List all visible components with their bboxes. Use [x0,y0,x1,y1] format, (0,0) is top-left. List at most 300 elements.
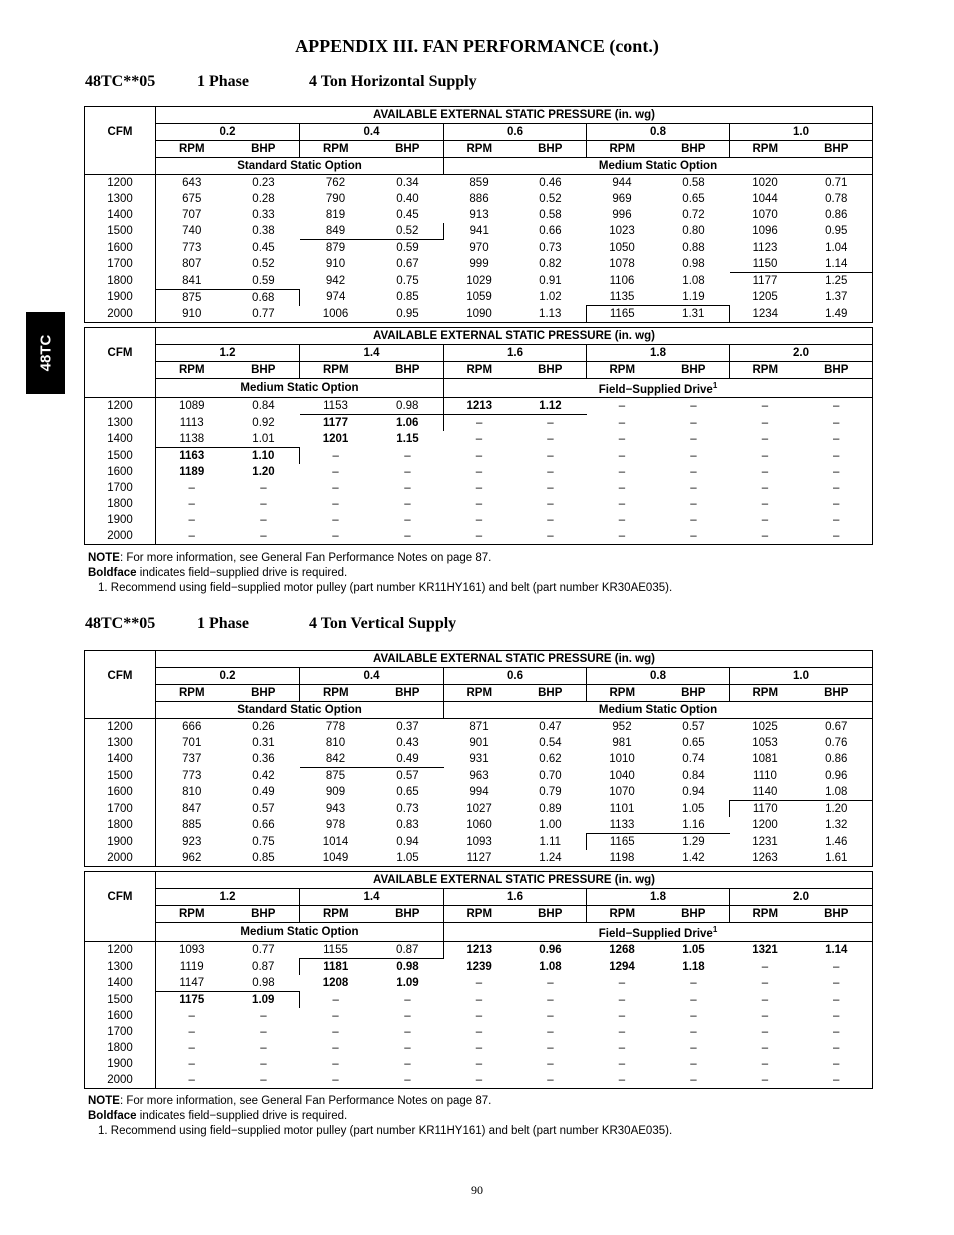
cfm-value: 1200 [85,719,156,736]
bhp-value: 0.87 [252,960,275,973]
cfm-value: 1700 [85,801,156,818]
table-row [85,256,873,273]
bhp-value: – [260,1073,267,1086]
note-line: NOTE: For more information, see General Fan Performance Notes on page 87. [88,1095,492,1107]
rpm-value: – [188,1057,195,1070]
bhp-value: – [547,481,554,494]
bhp-value: – [547,1025,554,1038]
bhp-value: 1.14 [825,258,848,270]
bhp-value: 1.10 [228,447,300,464]
bhp-value: 0.80 [682,225,705,238]
rpm-value: 879 [325,242,346,254]
cfm-value: 1200 [85,941,156,958]
pressure-value: 1.6 [444,889,587,906]
rpm-value: – [332,465,339,478]
rpm-value: – [475,449,483,462]
rpm-value: 1070 [752,209,778,221]
rpm-value: 943 [325,802,346,815]
bhp-value: – [404,481,411,494]
rpm-value: 1023 [609,225,635,238]
cfm-value: 1600 [85,464,156,480]
cfm-value: 1600 [85,784,156,801]
rpm-value: 807 [182,258,202,271]
rpm-value: 1208 [322,977,349,990]
rpm-value: 778 [325,721,346,733]
cfm-value: 2000 [85,1072,156,1089]
rpm-value: 1029 [466,274,492,287]
rpm-value: 909 [325,786,346,799]
bhp-value: 1.15 [396,433,419,446]
bhp-value: 0.40 [396,193,419,205]
rpm-header: RPM [156,906,228,923]
cfm-value: 1900 [85,834,156,851]
bhp-value: 0.91 [539,274,562,287]
cfm-value: 1400 [85,431,156,448]
page-number: 90 [471,1183,483,1197]
rpm-value: 1133 [609,819,635,831]
cfm-value: 1500 [85,447,156,464]
supply-label: 4 Ton Vertical Supply [309,615,457,632]
rpm-value: 941 [469,225,489,238]
rpm-value: – [761,481,769,494]
rpm-value: – [618,481,626,494]
table-row [85,306,873,323]
bhp-value: 1.24 [539,852,562,864]
rpm-value: – [761,1025,769,1038]
bhp-value: 0.87 [396,943,419,956]
bhp-value: 0.46 [539,177,562,189]
bhp-value: – [833,497,840,510]
rpm-value: – [761,960,769,973]
bhp-value: 0.58 [539,209,562,221]
rpm-value: 1053 [752,737,778,749]
cfm-value: 1900 [85,512,156,528]
table-row [85,175,873,192]
bhp-value: – [547,993,554,1006]
rpm-header: RPM [300,141,372,158]
table-row [85,801,873,818]
table-row [85,191,873,207]
table-row [85,784,873,801]
pressure-value: 0.6 [444,124,587,141]
rpm-value: 901 [469,737,489,749]
rpm-value: 701 [182,737,202,749]
bhp-value: 0.57 [682,721,705,733]
bhp-value: 1.12 [515,397,587,414]
bhp-header: BHP [801,141,873,158]
table-row [85,480,873,496]
fan-table-horizontal-low [84,106,873,323]
pressure-value: 0.4 [300,668,444,685]
bhp-value: 1.08 [801,784,873,801]
rpm-value: 1078 [609,258,635,271]
bhp-value: – [833,1057,840,1070]
bhp-value: 0.62 [539,753,562,766]
cfm-value: 1300 [85,958,156,975]
notes-vertical [88,1094,672,1139]
pressure-value: 1.2 [156,889,300,906]
rpm-value: 996 [612,209,632,221]
rpm-value: – [761,400,769,413]
bhp-value: – [690,1009,697,1022]
pressure-value: 1.4 [300,889,444,906]
rpm-value: 1177 [300,414,372,431]
model-number: 48TC**05 [85,73,156,90]
bhp-value: 0.98 [252,976,275,989]
bhp-value: 0.38 [252,225,275,238]
rpm-value: 740 [182,225,202,238]
rpm-value: – [761,977,769,990]
rpm-value: – [188,1025,195,1038]
bhp-header: BHP [658,685,730,702]
rpm-header: RPM [587,906,658,923]
cfm-value: 1900 [85,1056,156,1072]
rpm-value: – [761,513,769,526]
rpm-value: – [332,993,339,1006]
bhp-value: 0.45 [252,241,275,254]
rpm-value: – [761,497,769,510]
bhp-value: 0.54 [539,737,562,749]
bhp-value: 0.66 [252,819,275,832]
rpm-value: – [188,513,195,526]
rpm-value: 1231 [752,835,778,848]
rpm-value: – [188,529,195,542]
bhp-value: 0.85 [396,291,419,304]
bhp-value: – [547,1073,554,1086]
bhp-value: 1.31 [658,306,730,323]
drive-option-label: Medium Static Option [444,702,873,719]
rpm-value: – [761,1041,769,1054]
bhp-header: BHP [801,362,873,379]
pressure-value: 1.8 [587,889,730,906]
fan-table-horizontal-high [84,327,873,545]
rpm-value: – [761,529,769,542]
bhp-value: 0.26 [252,721,275,733]
bhp-header: BHP [228,141,300,158]
bhp-value: 1.05 [682,944,705,957]
boldface-line: Boldface indicates field−supplied drive is required. [88,1110,348,1122]
pressure-value: 0.8 [587,124,730,141]
bhp-value: – [404,529,411,542]
bhp-value: 1.16 [682,819,705,831]
rpm-value: – [618,529,626,542]
rpm-value: 1177 [730,273,801,290]
rpm-value: 707 [182,209,202,221]
bhp-value: – [547,497,554,510]
rpm-value: 1006 [322,307,349,320]
drive-option-label: Standard Static Option [156,702,444,719]
cfm-value: 1200 [85,175,156,192]
rpm-value: – [332,1041,339,1054]
rpm-value: 963 [469,769,489,782]
rpm-value: – [761,416,769,429]
rpm-value: – [618,1057,626,1070]
bhp-value: – [833,433,840,446]
rpm-value: 819 [325,209,346,221]
rpm-value: 1060 [466,819,492,832]
bhp-value: 1.20 [825,803,848,815]
rpm-value: 762 [325,177,346,189]
rpm-value: – [332,497,339,510]
rpm-header: RPM [730,685,801,702]
cfm-value: 1700 [85,256,156,273]
cfm-value: 2000 [85,528,156,545]
bhp-value: – [833,960,840,973]
rpm-value: 962 [182,852,202,864]
bhp-value: 0.52 [372,223,444,240]
rpm-value: 1093 [178,944,205,957]
rpm-value: – [475,433,483,446]
bhp-value: 0.31 [252,737,275,749]
table-row [85,1040,873,1056]
footnote-line: 1. Recommend using field−supplied motor pulley (part number KR11HY161) and belt (part number KR30AE035). [98,582,673,594]
rpm-value: 1213 [444,941,515,958]
rpm-value: – [475,465,483,478]
bhp-value: – [260,1009,267,1022]
bhp-value: – [404,1041,411,1054]
rpm-value: 1110 [753,769,777,782]
bhp-value: 1.09 [396,977,419,990]
bhp-value: 0.98 [396,399,419,412]
bhp-header: BHP [372,141,444,158]
bhp-value: – [833,993,840,1006]
rpm-value: 1147 [179,976,205,989]
boldface-line: Boldface indicates field−supplied drive is required. [88,567,348,579]
bhp-value: 0.98 [372,958,444,975]
bhp-value: 0.96 [825,769,848,782]
rpm-header: RPM [300,362,372,379]
rpm-header: RPM [730,141,801,158]
bhp-value: 0.77 [252,307,275,320]
section-title-horizontal [85,73,477,91]
bhp-value: 0.70 [539,769,562,782]
side-tab-label: 48TC [37,334,54,372]
bhp-value: – [833,529,840,542]
rpm-value: 1175 [156,991,228,1008]
cfm-value: 1200 [85,397,156,414]
bhp-value: 1.25 [801,273,873,290]
bhp-value: – [404,465,411,478]
table-row [85,240,873,257]
rpm-value: – [475,481,483,494]
bhp-value: 0.77 [252,944,275,957]
table-row [85,958,873,975]
rpm-value: 875 [300,768,372,785]
rpm-value: 1263 [752,852,778,864]
bhp-value: 0.57 [372,768,444,785]
rpm-value: – [475,977,483,990]
bhp-value: 0.68 [228,289,300,306]
bhp-value: 0.34 [396,177,419,189]
bhp-value: 0.86 [825,753,848,766]
rpm-value: 981 [612,737,632,749]
rpm-value: 1234 [752,307,779,320]
pressure-title: AVAILABLE EXTERNAL STATIC PRESSURE (in. wg) [156,651,873,668]
rpm-value: 1213 [444,397,515,414]
bhp-header: BHP [372,685,444,702]
bhp-header: BHP [372,362,444,379]
bhp-value: – [690,977,697,990]
rpm-value: 1040 [609,769,635,782]
page-title: APPENDIX III. FAN PERFORMANCE (cont.) [295,36,659,56]
rpm-value: – [332,1057,339,1070]
bhp-value: – [833,416,840,429]
section-title-vertical [85,615,456,633]
table-row [85,1008,873,1024]
bhp-value: 1.13 [539,307,562,320]
rpm-value: 675 [182,193,202,205]
bhp-value: – [260,1057,267,1070]
rpm-value: 1049 [322,852,349,864]
note-line: NOTE: For more information, see General Fan Performance Notes on page 87. [88,552,492,564]
rpm-value: – [618,1009,626,1022]
cfm-value: 1800 [85,1040,156,1056]
bhp-value: 1.32 [825,819,848,832]
bhp-value: 0.52 [252,258,275,271]
bhp-value: – [833,513,840,526]
rpm-value: – [475,513,483,526]
rpm-value: 841 [182,274,202,287]
rpm-value: – [332,1073,339,1086]
bhp-value: – [404,993,411,1006]
rpm-value: 913 [469,209,489,221]
bhp-value: 0.59 [252,274,275,287]
rpm-value: – [618,1025,626,1038]
rpm-value: – [332,449,339,462]
pressure-value: 1.0 [730,668,873,685]
rpm-value: – [332,529,339,542]
rpm-value: – [761,449,769,462]
supply-label: 4 Ton Horizontal Supply [309,73,477,90]
cfm-header: CFM [85,107,156,158]
bhp-value: 0.84 [682,769,705,782]
table-row [85,289,873,306]
rpm-value: – [475,529,483,542]
bhp-value: 0.72 [682,209,705,221]
rpm-value: 952 [612,721,632,733]
bhp-value: – [690,993,697,1006]
rpm-value: 1127 [466,852,492,864]
bhp-value: 0.95 [825,225,848,238]
bhp-value: 0.58 [682,177,705,189]
cfm-header: CFM [85,651,156,702]
bhp-value: 0.74 [682,753,705,766]
bhp-value: – [547,1041,554,1054]
cfm-value: 2000 [85,306,156,323]
bhp-value: 0.98 [682,258,705,271]
rpm-value: 810 [182,786,202,799]
rpm-value: 1014 [322,835,349,848]
pressure-value: 2.0 [730,889,873,906]
rpm-value: 1138 [179,432,205,445]
rpm-value: – [761,1057,769,1070]
rpm-value: 944 [612,177,632,189]
bhp-value: 1.18 [682,960,705,973]
bhp-value: 0.73 [396,802,419,815]
rpm-value: 773 [182,241,202,254]
cfm-value: 1500 [85,223,156,240]
rpm-value: 1140 [730,784,801,801]
rpm-value: 1090 [466,307,492,320]
rpm-value: 666 [182,721,202,733]
rpm-value: 1268 [609,944,635,957]
table-row [85,975,873,992]
bhp-value: 0.67 [825,721,848,733]
rpm-value: 1101 [609,802,635,815]
rpm-header: RPM [587,362,658,379]
cfm-spacer [85,379,156,398]
rpm-value: 1123 [752,241,778,254]
rpm-value: – [475,1041,483,1054]
rpm-header: RPM [444,362,515,379]
bhp-value: 0.71 [825,177,848,189]
rpm-value: 1093 [466,835,492,848]
bhp-value: 1.20 [252,465,275,478]
pressure-title: AVAILABLE EXTERNAL STATIC PRESSURE (in. wg) [156,872,873,889]
bhp-value: – [547,1057,554,1070]
rpm-value: – [761,465,769,478]
bhp-value: 1.09 [228,991,300,1008]
footnote-marker: 1 [712,925,718,934]
bhp-value: 0.75 [396,274,419,287]
drive-option-label: Medium Static Option [156,379,444,398]
rpm-value: – [475,1057,483,1070]
rpm-value: 1200 [752,819,778,832]
table-row [85,414,873,431]
bhp-value: 1.14 [825,944,848,957]
bhp-value: – [833,465,840,478]
bhp-value: – [404,1025,411,1038]
bhp-value: 1.04 [825,241,848,254]
rpm-value: – [761,1009,769,1022]
rpm-value: 978 [325,819,346,832]
rpm-value: 1165 [587,306,658,323]
rpm-value: 737 [182,753,202,766]
table-row [85,273,873,290]
bhp-value: – [404,513,411,526]
rpm-value: 859 [469,177,489,189]
rpm-header: RPM [156,362,228,379]
rpm-value: – [188,481,195,494]
bhp-value: 1.08 [682,274,705,287]
rpm-header: RPM [587,685,658,702]
pressure-value: 2.0 [730,345,873,362]
pressure-value: 1.6 [444,345,587,362]
rpm-value: 849 [300,223,372,240]
cfm-value: 1400 [85,207,156,223]
bhp-value: 1.49 [825,307,848,320]
pressure-title: AVAILABLE EXTERNAL STATIC PRESSURE (in. wg) [156,328,873,345]
bhp-value: 0.57 [252,802,275,815]
rpm-value: – [761,433,769,446]
rpm-value: 910 [182,307,202,320]
rpm-header: RPM [156,141,228,158]
rpm-header: RPM [587,141,658,158]
bhp-value: – [547,416,554,429]
rpm-value: 1059 [466,291,492,304]
bhp-value: – [260,481,267,494]
table-row [85,1056,873,1072]
bhp-value: – [547,977,554,990]
drive-option-label: Standard Static Option [156,158,444,175]
rpm-value: 1050 [609,241,635,254]
rpm-value: 1198 [609,852,635,864]
rpm-value: – [618,449,626,462]
rpm-value: 1135 [609,291,635,303]
table-row [85,751,873,768]
bhp-value: 1.29 [658,834,730,851]
cfm-value: 1800 [85,817,156,834]
